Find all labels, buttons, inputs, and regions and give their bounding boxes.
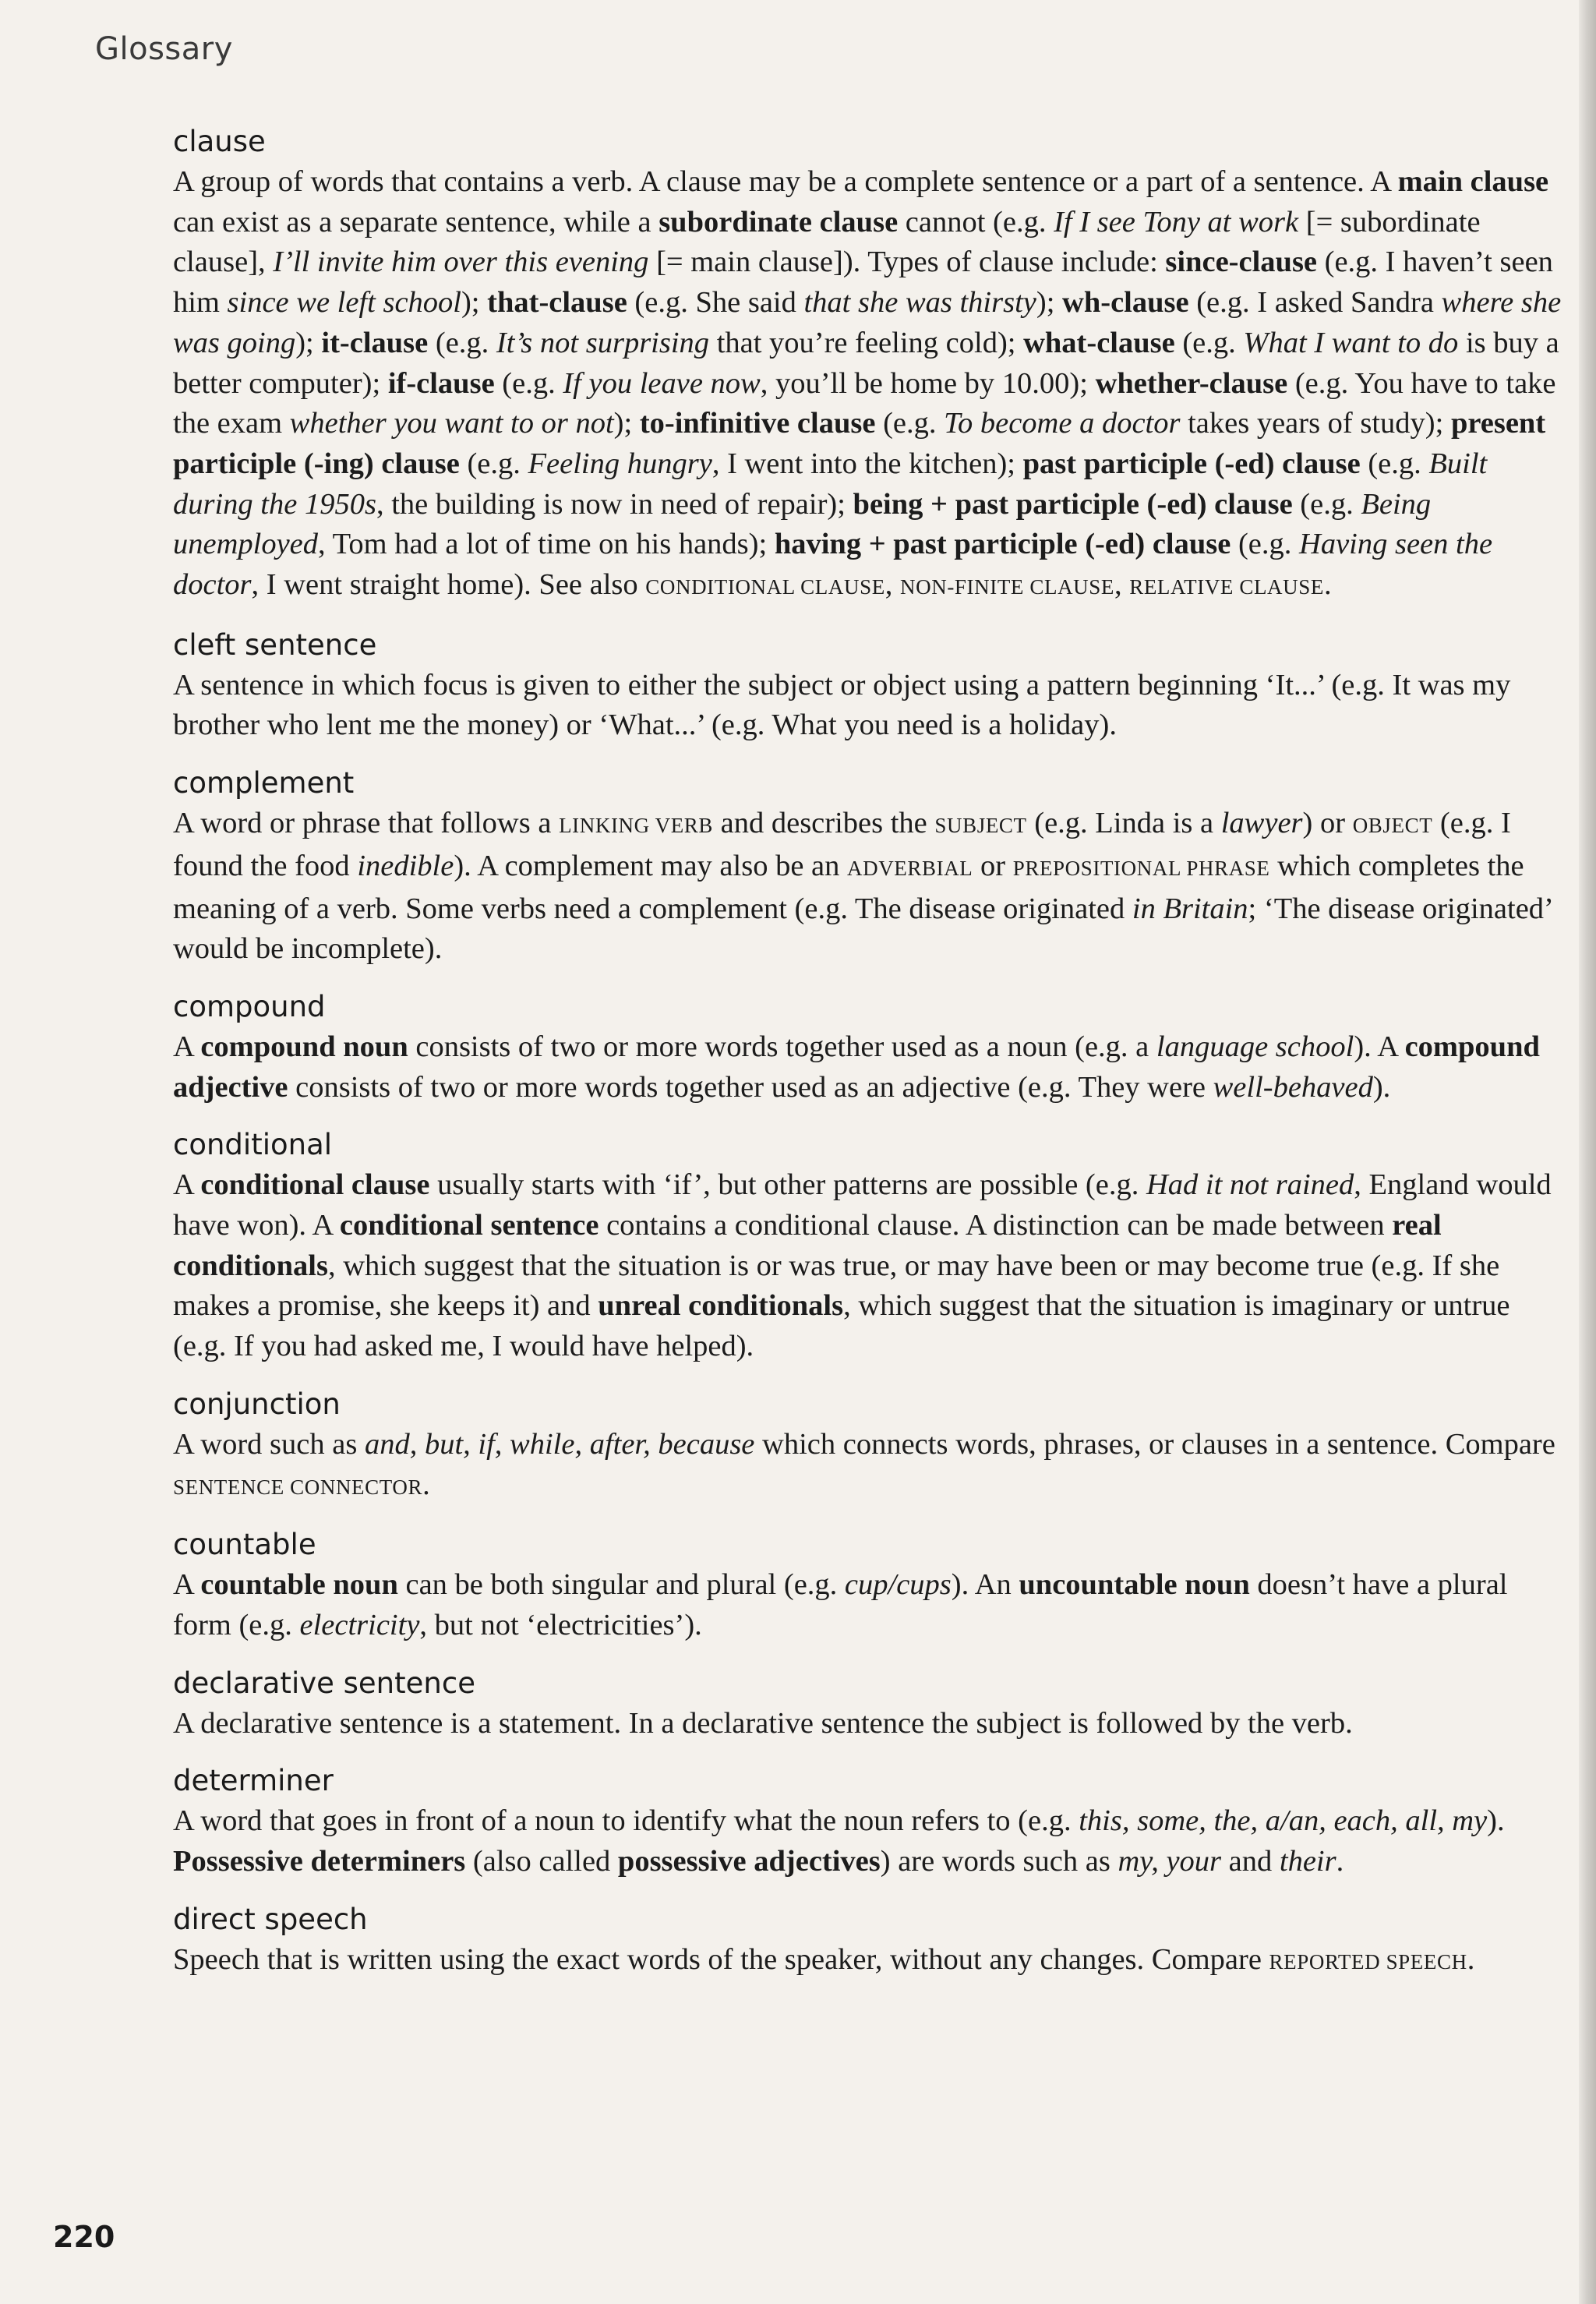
definition-text: , I went straight home). See also bbox=[251, 568, 646, 602]
bold-term: having + past participle (-ed) clause bbox=[774, 528, 1231, 561]
bold-term: unreal conditionals bbox=[598, 1289, 844, 1323]
definition-text: (e.g. bbox=[494, 366, 563, 400]
definition-text: , Tom had a lot of time on his hands); bbox=[318, 528, 775, 561]
definition-text: and bbox=[1221, 1845, 1280, 1878]
glossary-definition bbox=[173, 1165, 1568, 1367]
bold-term: whether-clause bbox=[1095, 366, 1288, 400]
definition-text: A declarative sentence is a statement. In a declarative sentence the subject is followed by the verb. bbox=[173, 1706, 1353, 1740]
cross-reference: ADVERBIAL bbox=[847, 856, 973, 880]
definition-text: (e.g. bbox=[1231, 528, 1300, 561]
example-text: inedible bbox=[357, 849, 454, 882]
definition-text: A word such as bbox=[173, 1427, 365, 1461]
bold-term: conditional sentence bbox=[339, 1209, 599, 1242]
glossary-entry bbox=[173, 1125, 1568, 1367]
bold-term: uncountable noun bbox=[1019, 1568, 1250, 1602]
bold-term: being + past participle (-ed) clause bbox=[853, 487, 1293, 521]
bold-term: what-clause bbox=[1023, 326, 1175, 359]
example-text: If you leave now bbox=[563, 366, 761, 400]
example-text: in Britain bbox=[1132, 892, 1248, 925]
definition-text: (e.g. bbox=[1360, 447, 1429, 480]
example-text: whether you want to or not bbox=[289, 407, 614, 440]
bold-term: to-infinitive clause bbox=[639, 407, 876, 440]
definition-text: , which suggest that the situation is imaginary or untrue (e.g. If you had asked me, I would have helped). bbox=[173, 1289, 1510, 1363]
example-text: language school bbox=[1156, 1030, 1354, 1063]
glossary-definition bbox=[173, 1704, 1568, 1744]
definition-text: can be both singular and plural (e.g. bbox=[397, 1568, 845, 1602]
definition-text: which connects words, phrases, or clauses in a sentence. Compare bbox=[754, 1427, 1555, 1461]
definition-text: [= subordinate clause], bbox=[173, 205, 1481, 279]
definition-text: (e.g. She said bbox=[627, 286, 804, 320]
definition-text: ); bbox=[461, 286, 488, 320]
bold-term: (-ing) clause bbox=[303, 447, 460, 480]
definition-text: A group of words that contains a verb. A clause may be a complete sentence or a part of a sentence. A bbox=[173, 165, 1398, 198]
definition-text: ). An bbox=[951, 1568, 1019, 1602]
example-text: Having seen the doctor bbox=[173, 528, 1493, 602]
glossary-definition bbox=[173, 666, 1568, 746]
bold-term: compound adjective bbox=[173, 1030, 1540, 1104]
cross-reference: RELATIVE CLAUSE bbox=[1129, 575, 1324, 599]
bold-term: conditional clause bbox=[200, 1168, 430, 1202]
definition-text: ). A complement may also be an bbox=[454, 849, 847, 882]
example-text: If I see Tony at work bbox=[1054, 205, 1299, 239]
definition-text: A bbox=[173, 1568, 201, 1602]
page-number: 220 bbox=[53, 2220, 115, 2254]
glossary-term: direct speech bbox=[173, 1902, 368, 1936]
example-text: since we left school bbox=[227, 286, 461, 320]
glossary-term: cleft sentence bbox=[173, 627, 377, 662]
bold-term: compound noun bbox=[200, 1030, 408, 1063]
running-head: Glossary bbox=[95, 31, 233, 67]
definition-text: consists of two or more words together used as an adjective (e.g. They were bbox=[288, 1070, 1213, 1104]
glossary-entry bbox=[173, 1761, 1568, 1882]
example-text: my, your bbox=[1118, 1845, 1222, 1878]
definition-text: , bbox=[1114, 568, 1130, 602]
example-text: Built during the 1950s bbox=[173, 447, 1488, 521]
definition-text: , I went into the kitchen); bbox=[711, 447, 1023, 480]
example-text: where she was going bbox=[173, 286, 1562, 359]
cross-reference: PREPOSITIONAL PHRASE bbox=[1012, 856, 1270, 880]
cross-reference: SUBJECT bbox=[934, 814, 1027, 838]
glossary-entries bbox=[173, 122, 1568, 2000]
definition-text: contains a conditional clause. A distinction can be made between bbox=[598, 1209, 1393, 1242]
glossary-term: determiner bbox=[173, 1764, 334, 1798]
example-text: their bbox=[1279, 1845, 1336, 1878]
glossary-entry bbox=[173, 763, 1568, 970]
glossary-definition bbox=[173, 1027, 1568, 1108]
example-text: electricity bbox=[299, 1608, 420, 1641]
definition-text: , which suggest that the situation is or was true, or may have been or may become true (e.g. If she makes a promise, she keeps it) and bbox=[173, 1249, 1500, 1323]
glossary-term: conditional bbox=[173, 1128, 333, 1162]
bold-term: present participle bbox=[173, 407, 1546, 480]
definition-text: (e.g. I found the food bbox=[173, 807, 1511, 882]
definition-text: . bbox=[1323, 568, 1332, 602]
definition-text: (e.g. bbox=[875, 407, 945, 440]
cross-reference: CONDITIONAL CLAUSE bbox=[645, 575, 885, 599]
definition-text: A word that goes in front of a noun to identify what the noun refers to (e.g. bbox=[173, 1804, 1079, 1838]
bold-term: possessive adjectives bbox=[617, 1845, 881, 1878]
definition-text: ); bbox=[613, 407, 640, 440]
definition-text: A word or phrase that follows a bbox=[173, 807, 560, 840]
example-text: and, but, if, while, after, because bbox=[364, 1427, 755, 1461]
definition-text: Speech that is written using the exact words of the speaker, without any changes. Compare bbox=[173, 1942, 1269, 1976]
example-text: Feeling hungry bbox=[528, 447, 712, 480]
example-text: I’ll invite him over this evening bbox=[273, 246, 649, 279]
definition-text: (e.g. bbox=[1174, 326, 1244, 359]
definition-text: , but not ‘electricities’). bbox=[419, 1608, 702, 1641]
bold-term: that-clause bbox=[487, 286, 627, 320]
bold-term: it-clause bbox=[321, 326, 429, 359]
definition-text: and describes the bbox=[713, 807, 935, 840]
bold-term: real conditionals bbox=[173, 1209, 1442, 1282]
example-text: lawyer bbox=[1220, 807, 1303, 840]
cross-reference: NON-FINITE CLAUSE bbox=[900, 575, 1114, 599]
definition-text: [= main clause]). Types of clause include: bbox=[648, 246, 1166, 279]
glossary-entry bbox=[173, 122, 1568, 608]
definition-text: ); bbox=[295, 326, 322, 359]
definition-text: , bbox=[885, 568, 901, 602]
definition-text: (e.g. I asked Sandra bbox=[1188, 286, 1442, 320]
definition-text: (e.g. bbox=[459, 447, 528, 480]
cross-reference: LINKING VERB bbox=[559, 814, 714, 838]
bold-term: Possessive determiners bbox=[173, 1845, 466, 1878]
definition-text: that you’re feeling cold); bbox=[709, 326, 1024, 359]
definition-text: doesn’t have a plural form (e.g. bbox=[173, 1568, 1508, 1641]
glossary-term: complement bbox=[173, 766, 355, 800]
example-text: this, some, the, a/an, each, all, my bbox=[1079, 1804, 1488, 1838]
glossary-entry bbox=[173, 987, 1568, 1108]
definition-text: (e.g. bbox=[1292, 487, 1361, 521]
glossary-definition bbox=[173, 1565, 1568, 1645]
bold-term: if-clause bbox=[387, 366, 495, 400]
page-edge-shadow bbox=[1579, 0, 1596, 2304]
definition-text: . bbox=[422, 1468, 430, 1501]
example-text: What I want to do bbox=[1243, 326, 1459, 359]
definition-text: ) are words such as bbox=[880, 1845, 1118, 1878]
definition-text: is buy a better computer); bbox=[173, 326, 1559, 400]
definition-text: , England would have won). A bbox=[173, 1168, 1552, 1242]
definition-text: ) or bbox=[1302, 807, 1353, 840]
glossary-entry bbox=[173, 1525, 1568, 1645]
definition-text: ). bbox=[1487, 1804, 1505, 1838]
example-text: well-behaved bbox=[1213, 1070, 1373, 1104]
definition-text: (e.g. You have to take the exam bbox=[173, 366, 1556, 440]
definition-text: can exist as a separate sentence, while a bbox=[173, 205, 659, 239]
example-text: To become a doctor bbox=[944, 407, 1181, 440]
glossary-definition bbox=[173, 1940, 1568, 1983]
example-text: cup/cups bbox=[844, 1568, 952, 1602]
glossary-entry bbox=[173, 1899, 1568, 1983]
definition-text: cannot (e.g. bbox=[898, 205, 1054, 239]
example-text: It’s not surprising bbox=[496, 326, 710, 359]
definition-text: ). A bbox=[1354, 1030, 1405, 1063]
cross-reference: REPORTED SPEECH bbox=[1269, 1949, 1467, 1974]
definition-text: (e.g. I haven’t seen him bbox=[173, 246, 1553, 320]
definition-text: A sentence in which focus is given to either the subject or object using a pattern beginning ‘It...’ (e.g. It was my brother who lent me the money) or ‘What...’ (e.g. What you need is a holiday). bbox=[173, 668, 1511, 742]
definition-text: , you’ll be home by 10.00); bbox=[760, 366, 1096, 400]
glossary-term: compound bbox=[173, 989, 326, 1023]
bold-term: wh-clause bbox=[1062, 286, 1189, 320]
example-text: Had it not rained bbox=[1146, 1168, 1354, 1202]
cross-reference: SENTENCE CONNECTOR bbox=[173, 1475, 423, 1499]
definition-text: . bbox=[1467, 1942, 1475, 1976]
glossary-entry bbox=[173, 1384, 1568, 1507]
glossary-definition bbox=[173, 804, 1568, 970]
definition-text: A bbox=[173, 1168, 201, 1202]
definition-text: (e.g. Linda is a bbox=[1026, 807, 1221, 840]
definition-text: (also called bbox=[465, 1845, 618, 1878]
bold-term: since-clause bbox=[1165, 246, 1318, 279]
bold-term: subordinate clause bbox=[659, 205, 899, 239]
definition-text: A bbox=[173, 1030, 201, 1063]
bold-term: main clause bbox=[1397, 165, 1549, 198]
definition-text: ); bbox=[1036, 286, 1063, 320]
glossary-term: clause bbox=[173, 125, 266, 158]
glossary-definition bbox=[173, 162, 1568, 608]
cross-reference: OBJECT bbox=[1352, 814, 1433, 838]
definition-text: , the building is now in need of repair); bbox=[376, 487, 853, 521]
definition-text: . bbox=[1336, 1845, 1344, 1878]
definition-text: consists of two or more words together used as a noun (e.g. a bbox=[408, 1030, 1156, 1063]
glossary-entry bbox=[173, 625, 1568, 746]
definition-text: ; ‘The disease originated’ would be incomplete). bbox=[173, 892, 1552, 966]
bold-term: past participle (-ed) clause bbox=[1022, 447, 1361, 480]
glossary-definition bbox=[173, 1425, 1568, 1507]
definition-text: takes years of study); bbox=[1180, 407, 1451, 440]
glossary-term: conjunction bbox=[173, 1387, 341, 1421]
definition-text: (e.g. bbox=[428, 326, 496, 359]
bold-term: countable noun bbox=[200, 1568, 398, 1602]
definition-text: usually starts with ‘if’, but other patterns are possible (e.g. bbox=[429, 1168, 1146, 1202]
example-text: Being unemployed bbox=[173, 487, 1432, 561]
example-text: that she was thirsty bbox=[803, 286, 1036, 320]
definition-text: or bbox=[973, 849, 1013, 882]
definition-text: ). bbox=[1372, 1070, 1391, 1104]
glossary-definition bbox=[173, 1801, 1568, 1882]
glossary-term: declarative sentence bbox=[173, 1666, 475, 1700]
glossary-entry bbox=[173, 1663, 1568, 1744]
definition-text: which completes the meaning of a verb. Some verbs need a complement (e.g. The disease originated bbox=[173, 849, 1524, 925]
definition-text bbox=[296, 447, 304, 480]
glossary-term: countable bbox=[173, 1528, 316, 1562]
